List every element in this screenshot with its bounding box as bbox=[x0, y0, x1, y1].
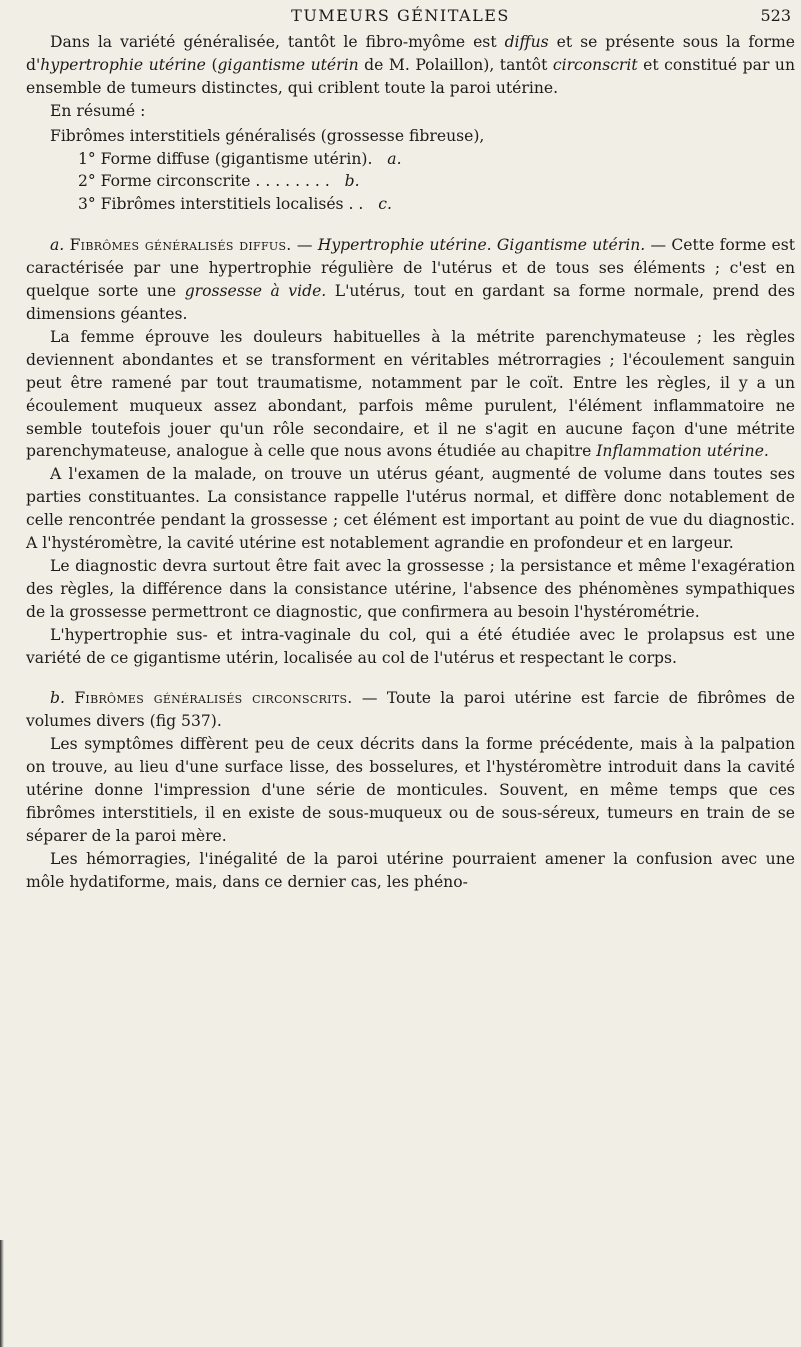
summary-item: 3° Fibrômes interstitiels localisés . . c. bbox=[78, 195, 392, 214]
section-a-letter: a. bbox=[50, 236, 65, 255]
page-header bbox=[0, 2, 801, 28]
resume-label: En résumé : bbox=[50, 101, 146, 120]
section-a-paragraph: a. Fibrômes généralisés diffus. — Hypertrophie utérine. Gigantisme utérin. — Cette forme est caractérisée par une hypertrophie régulière de l'utérus et de tous ses éléments ; c'est en quelque sorte une grossesse à vide. L'utérus, tout en gardant sa forme normale, prend des dimensions géantes. bbox=[26, 236, 796, 323]
paragraph-hemorragies: Les hémorragies, l'inégalité de la paroi utérine pourraient amener la confusion avec une môle hydatiforme, mais, dans ce dernier cas, les phéno- bbox=[26, 849, 795, 891]
section-a-italic-title: Hypertrophie utérine. Gigantisme utérin. bbox=[317, 236, 646, 255]
paragraph-diagnostic: Le diagnostic devra surtout être fait avec la grossesse ; la persistance et même l'exagération des règles, la différence dans la consistance utérine, l'absence des phénomènes sympathiques de la grossesse permettront ce diagnostic, que confirmera au besoin l'hystérométrie. bbox=[26, 556, 795, 621]
paragraph-femme: La femme éprouve les douleurs habituelles à la métrite parenchymateuse ; les règles deviennent abondantes et se transforment en véritables métrorragies ; l'écoulement sanguin peut être ramené par tout traumatisme, notamment par le coït. Entre les règles, il y a un écoulement muqueux assez abondant, parfois même purulent, l'élément inflammatoire ne semble toutefois jouer qu'un rôle secondaire, et il ne s'agit en aucune façon d'une métrite parenchymateuse, analogue à celle que nous avons étudiée au chapitre Inflammation utérine. bbox=[26, 327, 795, 461]
section-b-heading: Fibrômes généralisés circonscrits. bbox=[74, 689, 353, 708]
section-a-heading: Fibrômes généralisés diffus. bbox=[69, 236, 292, 255]
summary-list bbox=[26, 125, 795, 217]
paragraph-hypertrophie: L'hypertrophie sus- et intra-vaginale du col, qui a été étudiée avec le prolapsus est une variété de ce gigantisme utérin, localisée au col de l'utérus et respectant le corps. bbox=[26, 625, 795, 667]
page-number: 523 bbox=[760, 6, 791, 25]
scan-edge-shadow bbox=[0, 1240, 4, 1347]
summary-item: 2° Forme circonscrite . . . . . . . . b. bbox=[78, 172, 360, 191]
section-b-letter: b. bbox=[50, 689, 65, 708]
summary-item: 1° Forme diffuse (gigantisme utérin). a. bbox=[78, 149, 402, 168]
paragraph-examen: A l'examen de la malade, on trouve un utérus géant, augmenté de volume dans toutes ses parties constituantes. La consistance rappelle l'utérus normal, et diffère donc notablement de celle rencontrée pendant la grossesse ; cet élément est important au point de vue du diagnostic. A l'hystéromètre, la cavité utérine est notablement agrandie en profondeur et en largeur. bbox=[26, 465, 795, 553]
summary-title: Fibrômes interstitiels généralisés (grossesse fibreuse), bbox=[50, 126, 485, 145]
paragraph-intro: Dans la variété généralisée, tantôt le fibro-myôme est diffus et se présente sous la forme d'hypertrophie utérine (gigantisme utérin de M. Polaillon), tantôt circonscrit et constitué par un ensemble de tumeurs distinctes, qui criblent toute la paroi utérine. bbox=[26, 33, 795, 97]
running-title: TUMEURS GÉNITALES bbox=[291, 6, 510, 25]
paragraph-symptomes: Les symptômes diffèrent peu de ceux décrits dans la forme précédente, mais à la palpation on trouve, au lieu d'une surface lisse, des bosselures, et l'hystéromètre introduit dans la cavité utérine donne l'impression d'une série de monticules. Souvent, en même temps que ces fibrômes interstitiels, il en existe de sous-muqueux ou de sous-séreux, tumeurs en train de se séparer de la paroi mère. bbox=[26, 735, 795, 845]
body-text bbox=[26, 31, 795, 894]
section-b-paragraph: b. Fibrômes généralisés circonscrits. — Toute la paroi utérine est farcie de fibrômes de volumes divers (fig 537). bbox=[26, 689, 795, 731]
